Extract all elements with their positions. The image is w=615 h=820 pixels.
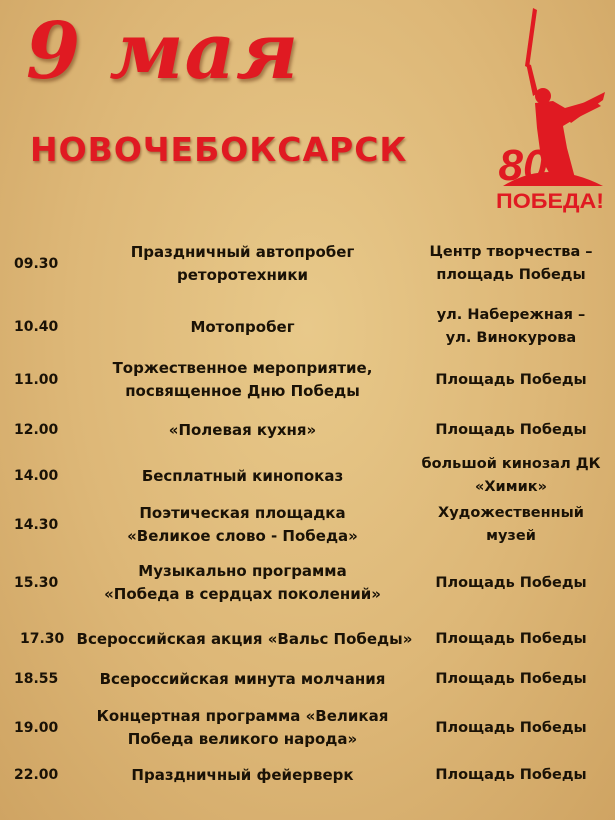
row-event: Бесплатный кинопоказ: [141, 466, 344, 485]
emblem-word: ПОБЕДА!: [496, 190, 604, 213]
emblem-number: 80: [498, 141, 548, 190]
row-event: Праздничный автопробег реторотехники: [130, 243, 355, 284]
schedule-row: [0, 303, 615, 351]
schedule-row: [0, 452, 615, 500]
row-event: Праздничный фейерверк: [131, 765, 354, 784]
schedule-row: [0, 501, 615, 549]
row-event: Поэтическая площадка «Великое слово - Победа»: [127, 504, 358, 545]
schedule-row: [0, 763, 615, 787]
row-time: 19.00: [14, 719, 59, 736]
row-place: Площадь Победы: [435, 766, 587, 783]
row-event: «Полевая кухня»: [168, 420, 317, 439]
row-time: 17.30: [20, 630, 65, 647]
schedule-row: [0, 704, 615, 752]
row-time: 15.30: [14, 574, 59, 591]
row-time: 22.00: [14, 766, 59, 783]
row-place: Площадь Победы: [435, 630, 587, 647]
schedule-row: [0, 418, 615, 442]
row-place: Площадь Победы: [435, 371, 587, 388]
schedule-row: [0, 667, 615, 691]
date-title: 9 мая: [26, 6, 300, 97]
victory-80-emblem: [493, 8, 608, 213]
row-time: 14.30: [14, 516, 59, 533]
schedule-row: [0, 559, 615, 607]
row-event: Мотопробег: [190, 317, 295, 336]
row-time: 12.00: [14, 421, 59, 438]
row-time: 09.30: [14, 255, 59, 272]
row-place: Площадь Победы: [435, 421, 587, 438]
row-event: Музыкально программа «Победа в сердцах поколений»: [104, 562, 381, 603]
row-event: Концертная программа «Великая Победа великого народа»: [96, 707, 389, 748]
row-event: Всероссийская минута молчания: [99, 669, 386, 688]
schedule-row: [0, 356, 615, 404]
row-time: 18.55: [14, 670, 59, 687]
row-place: Центр творчества – площадь Победы: [429, 244, 593, 283]
row-event: Торжественное мероприятие, посвященное Дню Победы: [112, 359, 373, 400]
row-place: ул. Набережная – ул. Винокурова: [436, 307, 586, 346]
city-title: НОВОЧЕБОКСАРСК: [30, 130, 408, 169]
row-place: Площадь Победы: [435, 719, 587, 736]
row-time: 10.40: [14, 318, 59, 335]
row-place: большой кинозал ДК «Химик»: [421, 456, 601, 495]
row-place: Художественный музей: [438, 505, 584, 544]
row-event: Всероссийская акция «Вальс Победы»: [76, 629, 413, 648]
row-time: 11.00: [14, 371, 59, 388]
schedule-row: [0, 627, 615, 651]
row-place: Площадь Победы: [435, 670, 587, 687]
row-place: Площадь Победы: [435, 574, 587, 591]
schedule-row: [0, 240, 615, 288]
row-time: 14.00: [14, 467, 59, 484]
